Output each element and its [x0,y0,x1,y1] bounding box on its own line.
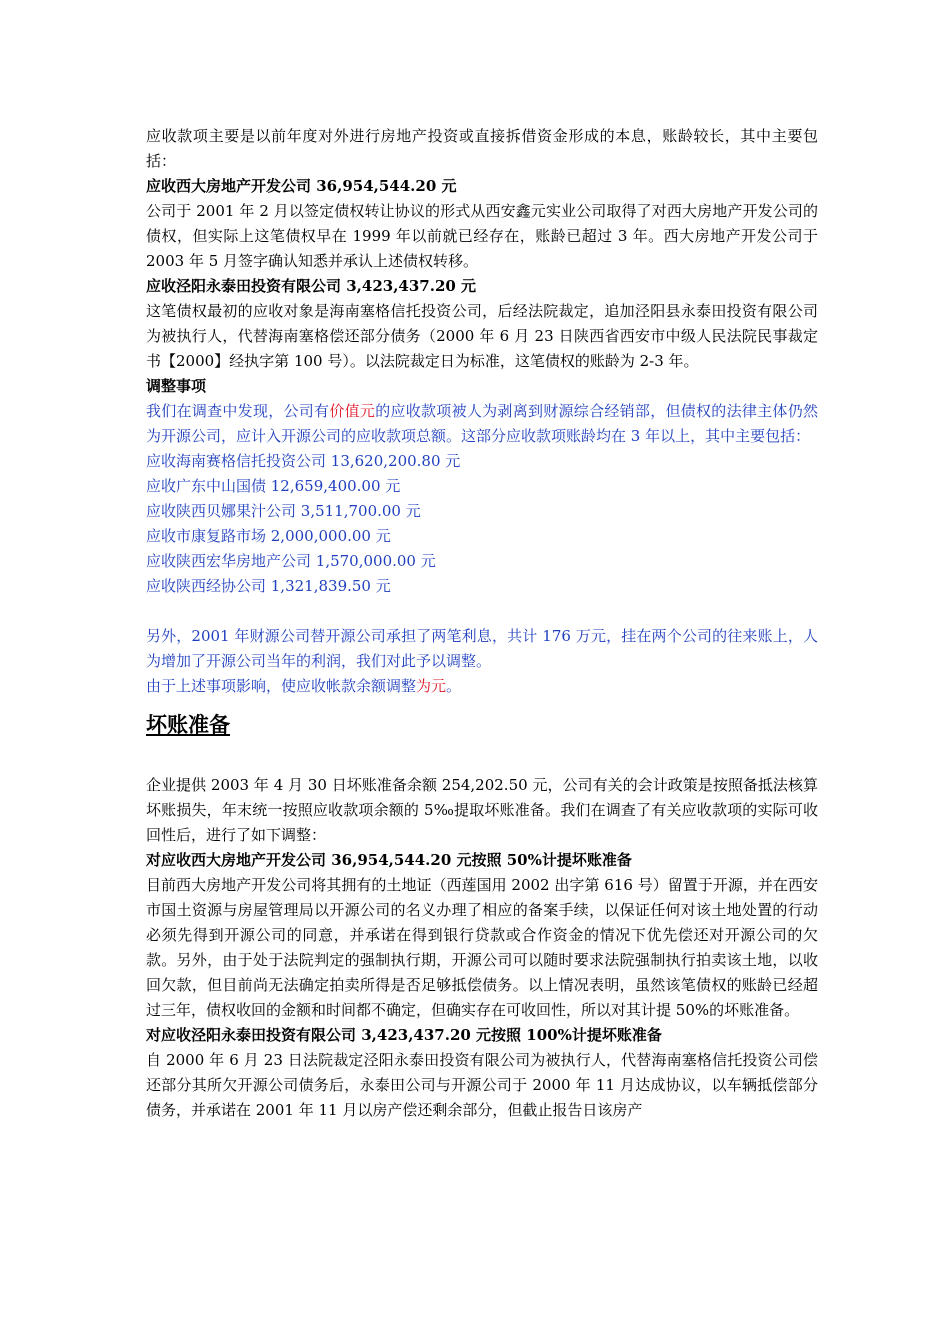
document-body [146,124,818,1123]
adjustment-value-placeholder: 价值元 [329,402,376,420]
receivable-xida-text: 公司于 2001 年 2 月以签定债权转让协议的形式从西安鑫元实业公司取得了对西大房地产开发公司的债权，但实际上这笔债权早在 1999 年以前就已经存在，账龄已超过 3 年。西大房地产开发公司于 2003 年 5 月签字确认知悉并承认上述债权转移。 [146,202,818,270]
bad-debt-title: 坏账准备 [146,713,230,737]
receivables-intro: 应收款项主要是以前年度对外进行房地产投资或直接拆借资金形成的本息，账龄较长，其中主要包括： [146,127,818,170]
adjustment-paragraph [146,399,818,449]
adjustment-effect-part2: 。 [446,677,462,695]
adjustment-heading: 调整事项 [146,377,207,395]
adjustment-text-part2: 的应收款项被人为剥离到财源综合经销部，但债权的法律主体仍然为开源公司，应计入开源公司的应收款项总额。这部分应收款项账龄均在 3 年以上，其中主要包括： [146,402,818,445]
bad-debt-xida-heading: 对应收西大房地产开发公司 36,954,544.20 元按照 50%计提坏账准备 [146,851,632,869]
bad-debt-xida-text: 目前西大房地产开发公司将其拥有的土地证（西莲国用 2002 出字第 616 号）留置于开源，并在西安市国土资源与房屋管理局以开源公司的名义办理了相应的备案手续，以保证任何对该土地处置的行动必须先得到开源公司的同意，并承诺在得到银行贷款或合作资金的情况下优先偿还对开源公司的欠款。另外，由于处于法院判定的强制执行期，开源公司可以随时要求法院强制执行拍卖该土地，以收回欠款，但目前尚无法确定拍卖所得是否足够抵偿债务。以上情况表明，虽然该笔债权的账龄已经超过三年，债权收回的金额和时间都不确定，但确实存在可收回性，所以对其计提 50%的坏账准备。 [146,876,818,1019]
adjustment-effect-part1: 由于上述事项影响，使应收帐款余额调整 [146,677,417,695]
bad-debt-yongtaitian-text: 自 2000 年 6 月 23 日法院裁定泾阳永泰田投资有限公司为被执行人，代替海南塞格信托投资公司偿还部分其所欠开源公司债务后，永泰田公司与开源公司于 2000 年 11 月达成协议，以车辆抵偿部分债务，并承诺在 2001 年 11 月以房产偿还剩余部分，但截止报告日该房产 [146,1051,818,1119]
receivable-yongtaitian-heading: 应收泾阳永泰田投资有限公司 3,423,437.20 元 [146,277,477,295]
bad-debt-yongtaitian-heading: 对应收泾阳永泰田投资有限公司 3,423,437.20 元按照 100%计提坏账准备 [146,1026,662,1044]
adjustment-item: 应收陕西宏华房地产公司 1,570,000.00 元 [146,552,436,570]
adjustment-text-part1: 我们在调查中发现，公司有 [146,402,330,420]
adjustment-effect [146,674,818,699]
spacer [146,599,818,624]
adjustment-item: 应收陕西贝娜果汁公司 3,511,700.00 元 [146,502,421,520]
receivable-xida-heading: 应收西大房地产开发公司 36,954,544.20 元 [146,177,457,195]
adjustment-extra: 另外，2001 年财源公司替开源公司承担了两笔利息，共计 176 万元，挂在两个公司的往来账上，人为增加了开源公司当年的利润，我们对此予以调整。 [146,627,818,670]
receivable-yongtaitian-text: 这笔债权最初的应收对象是海南塞格信托投资公司，后经法院裁定，追加泾阳县永泰田投资有限公司为被执行人，代替海南塞格偿还部分债务（2000 年 6 月 23 日陕西省西安市中级人民法院民事裁定书【2000】经执字第 100 号）。以法院裁定日为标准，这笔债权的账龄为 2-3 年。 [146,302,818,370]
bad-debt-intro: 企业提供 2003 年 4 月 30 日坏账准备余额 254,202.50 元，公司有关的会计政策是按照备抵法核算坏账损失，年末统一按照应收款项余额的 5‰提取坏账准备。我们在调查了有关应收款项的实际可收回性后，进行了如下调整： [146,776,818,844]
adjustment-item: 应收陕西经协公司 1,321,839.50 元 [146,577,391,595]
adjustment-item: 应收海南赛格信托投资公司 13,620,200.80 元 [146,452,461,470]
adjustment-item: 应收广东中山国债 12,659,400.00 元 [146,477,401,495]
adjustment-effect-placeholder: 为元 [416,677,447,695]
adjustment-item: 应收市康复路市场 2,000,000.00 元 [146,527,391,545]
